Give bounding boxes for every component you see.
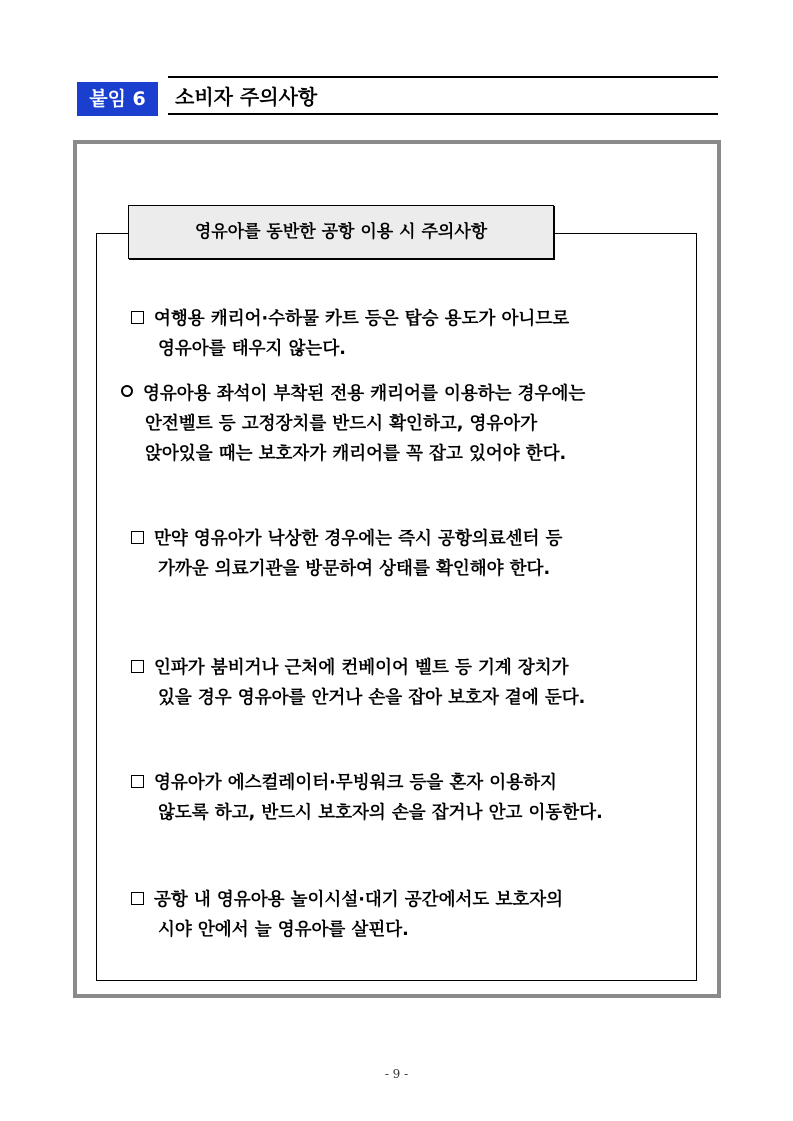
checkbox-square-icon (131, 531, 144, 544)
list-item-text: 인파가 붐비거나 근처에 컨베이어 벨트 등 기계 장치가 (154, 658, 569, 678)
checkbox-square-icon (131, 892, 144, 905)
checkbox-square-icon (131, 660, 144, 673)
sub-item-text: 앉아있을 때는 보호자가 캐리어를 꼭 잡고 있어야 한다. (145, 444, 567, 464)
header-rule-bottom (168, 113, 718, 115)
list-item-text: 않도록 하고, 반드시 보호자의 손을 잡거나 안고 이동한다. (158, 803, 603, 823)
list-item-escalator (131, 768, 603, 828)
bullet-circle-icon (121, 385, 133, 397)
attachment-badge: 붙임 6 (77, 82, 158, 116)
list-item-text: 영유아를 태우지 않는다. (158, 339, 346, 359)
header-rule-top (168, 76, 718, 78)
list-item-text: 시야 안에서 늘 영유아를 살핀다. (158, 920, 409, 940)
list-item-fall (131, 524, 562, 584)
box-title: 영유아를 동반한 공항 이용 시 주의사항 (128, 205, 554, 259)
page-number: - 9 - (384, 1067, 409, 1081)
list-item-text: 공항 내 영유아용 놀이시설·대기 공간에서도 보호자의 (154, 890, 564, 910)
notice-frame (73, 140, 721, 998)
list-item-text: 영유아가 에스컬레이터·무빙워크 등을 혼자 이용하지 (154, 773, 557, 793)
notice-content-box (96, 233, 697, 981)
list-item-text: 가까운 의료기관을 방문하여 상태를 확인해야 한다. (158, 559, 551, 579)
list-item-text: 있을 경우 영유아를 안거나 손을 잡아 보호자 곁에 둔다. (158, 688, 586, 708)
list-item-crowd (131, 653, 585, 713)
sub-item-text: 영유아용 좌석이 부착된 전용 캐리어를 이용하는 경우에는 (143, 384, 586, 404)
checkbox-square-icon (131, 311, 144, 324)
page-title: 소비자 주의사항 (175, 85, 318, 109)
list-item-carrier (131, 304, 569, 364)
list-item-text: 여행용 캐리어·수하물 카트 등은 탑승 용도가 아니므로 (154, 309, 570, 329)
sub-item-carrier-seat (121, 379, 585, 469)
sub-item-text: 안전벨트 등 고정장치를 반드시 확인하고, 영유아가 (145, 414, 538, 434)
page-header (77, 76, 718, 116)
list-item-playground (131, 885, 563, 945)
checkbox-square-icon (131, 775, 144, 788)
list-item-text: 만약 영유아가 낙상한 경우에는 즉시 공항의료센터 등 (154, 529, 563, 549)
